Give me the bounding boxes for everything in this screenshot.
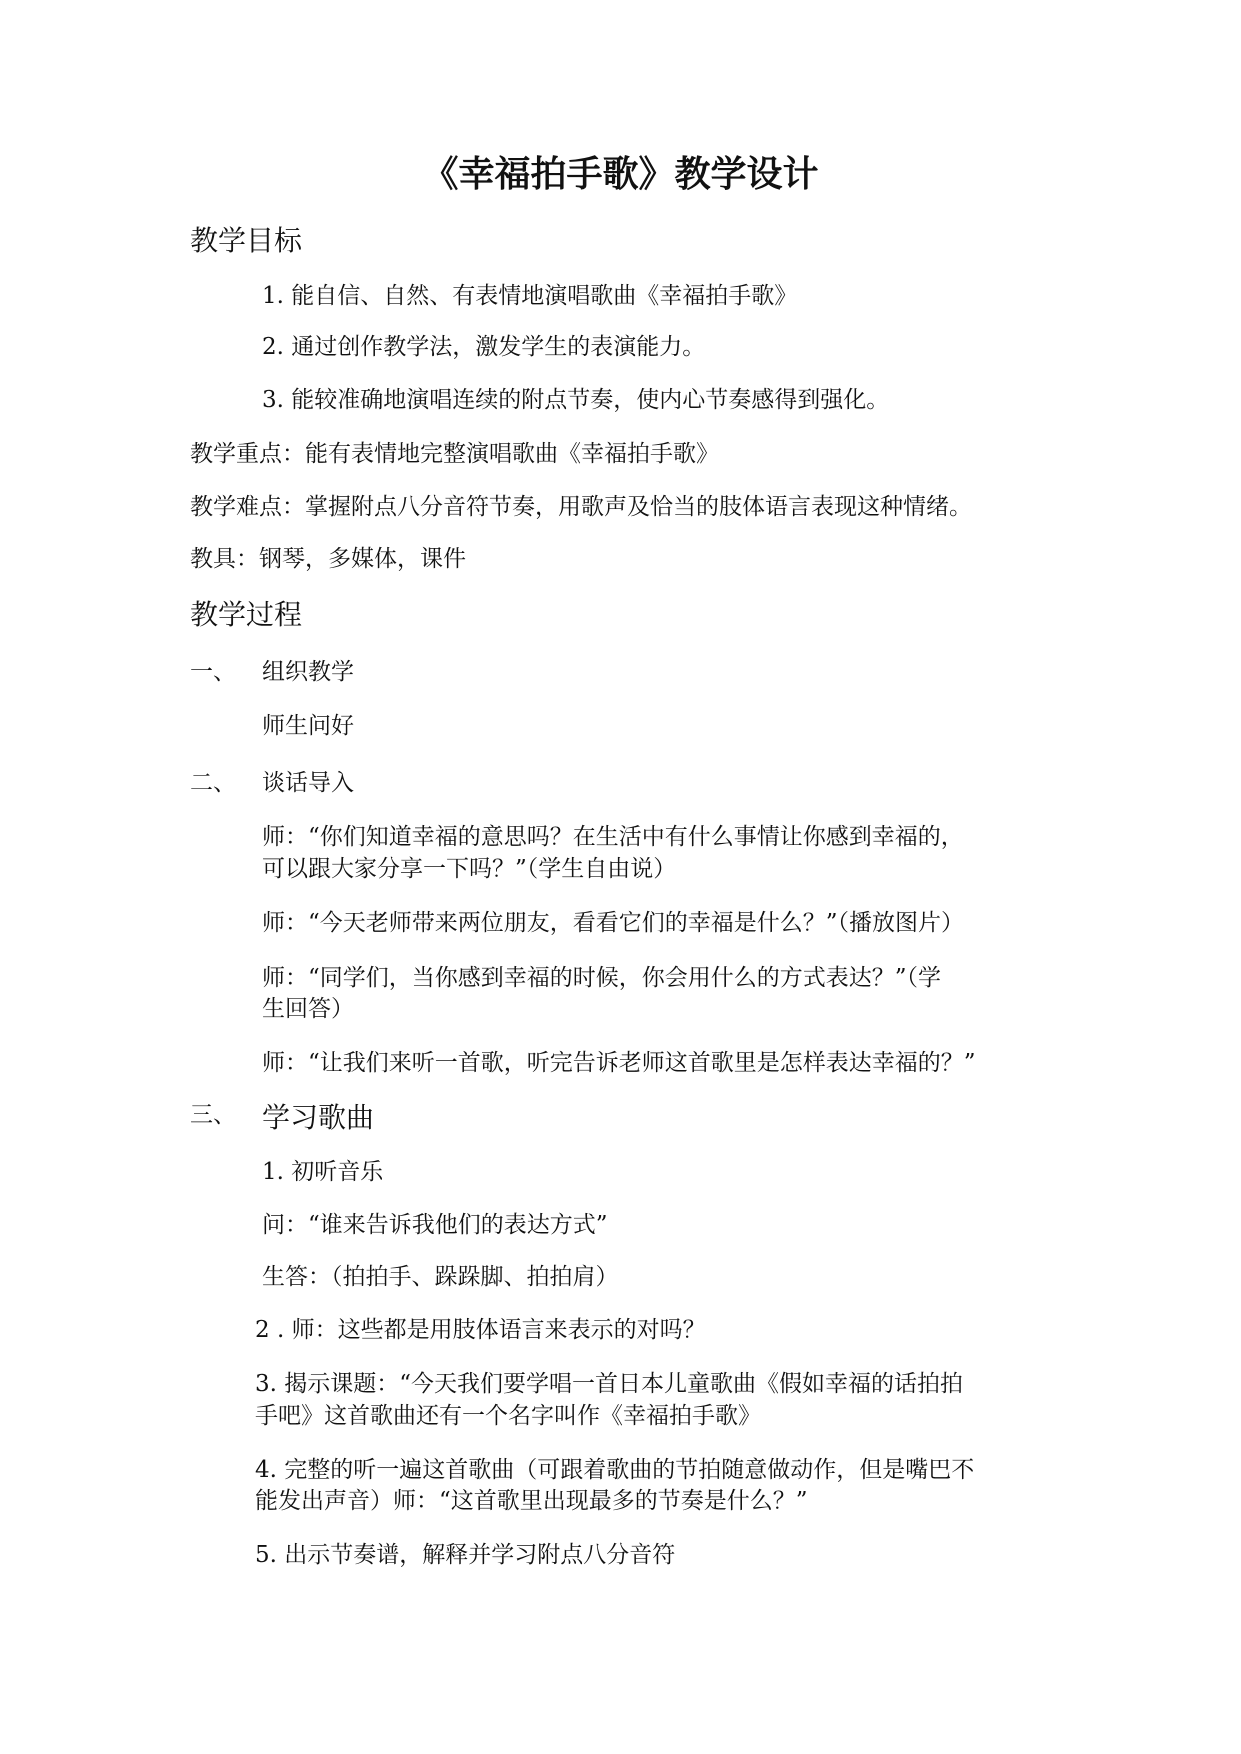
section-title: 组织教学 [262, 659, 354, 685]
section-line: 5. 出示节奏谱，解释并学习附点八分音符 [255, 1542, 676, 1568]
section-number: 二、 [190, 770, 236, 796]
objective-item: 2. 通过创作教学法，激发学生的表演能力。 [262, 334, 706, 360]
section-line: 1. 初听音乐 [262, 1159, 384, 1185]
section-line: 师：“今天老师带来两位朋友，看看它们的幸福是什么？”（播放图片） [262, 910, 965, 936]
objectives-heading: 教学目标 [190, 224, 303, 257]
section-line: 4. 完整的听一遍这首歌曲（可跟着歌曲的节拍随意做动作，但是嘴巴不 [255, 1457, 975, 1483]
section-line: 手吧》这首歌曲还有一个名字叫作《幸福拍手歌》 [255, 1403, 761, 1429]
section-title: 学习歌曲 [262, 1101, 375, 1134]
section-line: 2 . 师：这些都是用肢体语言来表示的对吗？ [255, 1317, 706, 1343]
section-line: 师生问好 [262, 713, 354, 739]
difficulty: 教学难点：掌握附点八分音符节奏，用歌声及恰当的肢体语言表现这种情绪。 [190, 494, 972, 520]
process-heading: 教学过程 [190, 598, 303, 631]
tools: 教具：钢琴，多媒体，课件 [190, 546, 466, 572]
page-title: 《幸福拍手歌》教学设计 [422, 153, 819, 195]
section-line: 3. 揭示课题：“今天我们要学唱一首日本儿童歌曲《假如幸福的话拍拍 [255, 1371, 964, 1397]
key-point: 教学重点：能有表情地完整演唱歌曲《幸福拍手歌》 [190, 441, 719, 467]
section-line: 生答：（拍拍手、跺跺脚、拍拍肩） [262, 1264, 619, 1290]
section-line: 可以跟大家分享一下吗？”（学生自由说） [262, 856, 677, 882]
section-number: 三、 [190, 1102, 236, 1128]
section-line: 问：“谁来告诉我他们的表达方式” [262, 1212, 608, 1238]
objective-item: 1. 能自信、自然、有表情地演唱歌曲《幸福拍手歌》 [262, 283, 798, 309]
section-number: 一、 [190, 659, 236, 685]
section-title: 谈话导入 [262, 770, 354, 796]
section-line: 能发出声音）师：“这首歌里出现最多的节奏是什么？” [255, 1488, 808, 1514]
section-line: 师：“让我们来听一首歌，听完告诉老师这首歌里是怎样表达幸福的？” [262, 1050, 976, 1076]
objective-item: 3. 能较准确地演唱连续的附点节奏，使内心节奏感得到强化。 [262, 387, 890, 413]
section-line: 师：“你们知道幸福的意思吗？在生活中有什么事情让你感到幸福的， [262, 824, 964, 850]
section-line: 师：“同学们，当你感到幸福的时候，你会用什么的方式表达？”（学 [262, 965, 942, 991]
section-line: 生回答） [262, 996, 354, 1022]
